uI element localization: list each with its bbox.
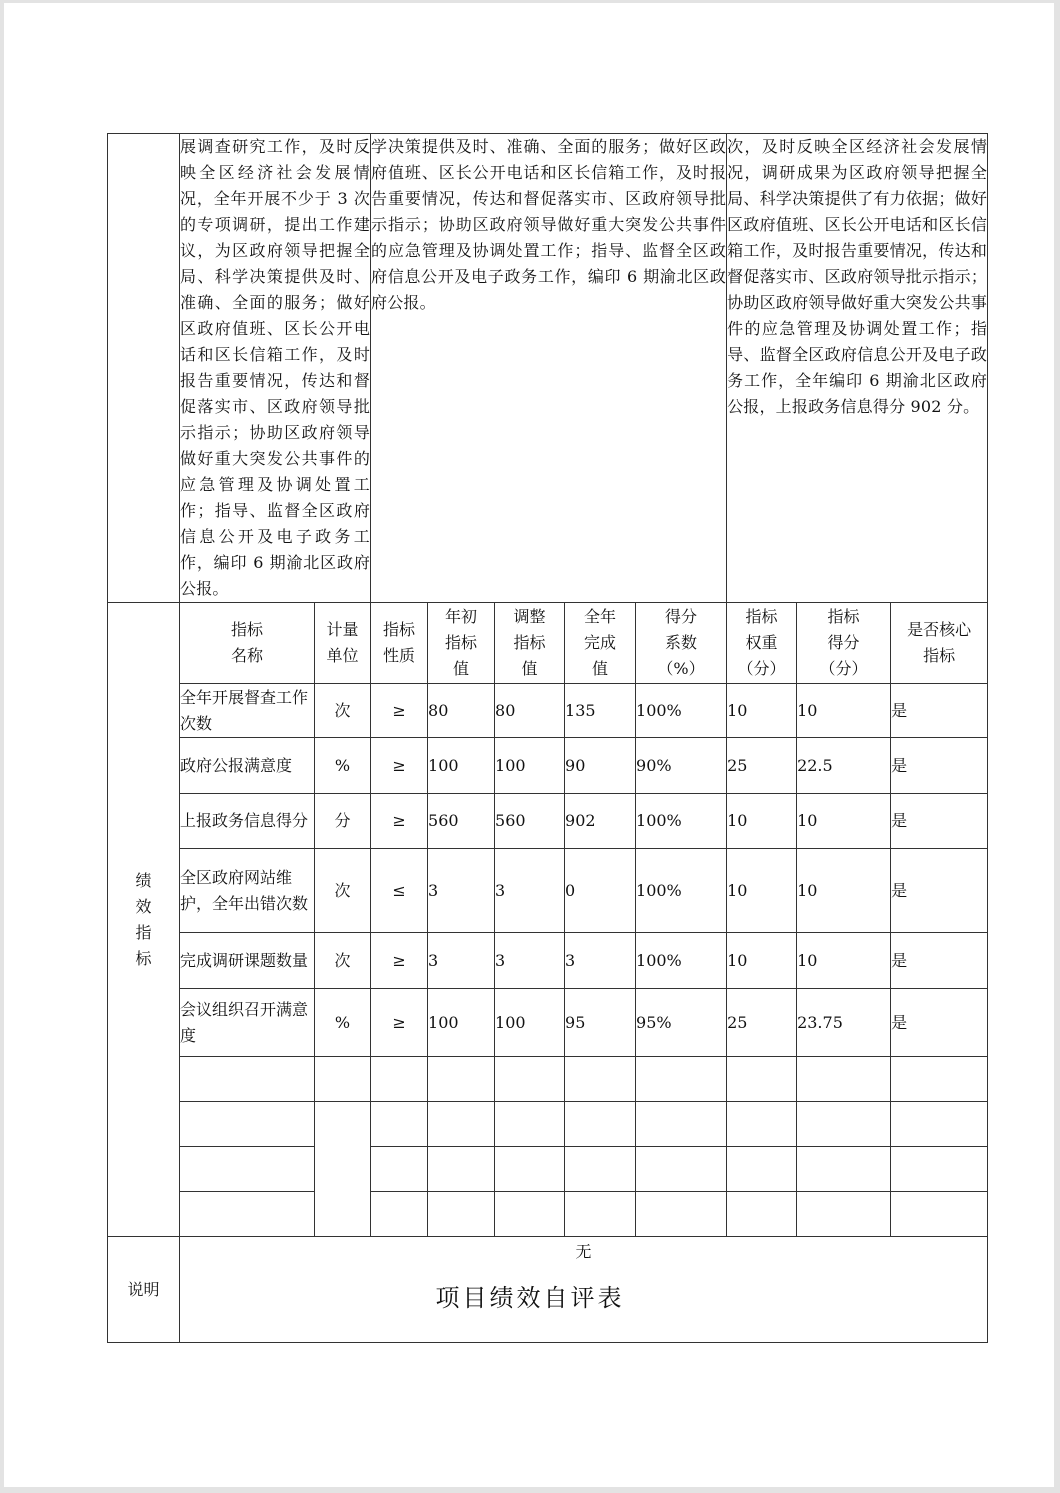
- table-row: [108, 989, 988, 1057]
- empty-cell: [428, 1192, 495, 1237]
- actual-value: 95: [565, 989, 636, 1057]
- empty-cell: [180, 1102, 315, 1147]
- indicator-weight: 10: [727, 933, 797, 989]
- is-core: 是: [891, 794, 988, 849]
- empty-cell: [891, 1147, 988, 1192]
- is-core: 是: [891, 738, 988, 794]
- score-coefficient: 100%: [636, 684, 727, 738]
- indicator-score: 23.75: [797, 989, 891, 1057]
- empty-cell: [891, 1192, 988, 1237]
- header-nature: 指标 性质: [371, 603, 428, 684]
- empty-cell: [371, 1102, 428, 1147]
- table-row: [108, 738, 988, 794]
- actual-value: 135: [565, 684, 636, 738]
- header-core: 是否核心 指标: [891, 603, 988, 684]
- empty-cell: [371, 1147, 428, 1192]
- header-name: 指标 名称: [180, 603, 315, 684]
- empty-cell: [428, 1147, 495, 1192]
- empty-cell: [495, 1192, 565, 1237]
- empty-cell: [727, 1192, 797, 1237]
- goal-text-col1: 展调查研究工作，及时反映全区经济社会发展情况，全年开展不少于 3 次的专项调研，提出工作建议，为区政府领导把握全局、科学决策提供及时、准确、全面的服务；做好区政府值班、区长公开电话和区长信箱工作，及时报告重要情况，传达和督促落实市、区政府领导批示指示；协助区政府领导做好重大突发公共事件的应急管理及协调处置工作；指导、监督全区政府信息公开及电子政务工作，编印 6 期渝北区政府公报。: [180, 134, 371, 603]
- score-coefficient: 100%: [636, 794, 727, 849]
- indicator-nature: ≤: [371, 849, 428, 933]
- indicator-unit: %: [315, 989, 371, 1057]
- initial-value: 100: [428, 738, 495, 794]
- header-row: [108, 603, 988, 684]
- goals-row: [108, 134, 988, 603]
- empty-row: [108, 1102, 988, 1147]
- indicator-nature: ≥: [371, 738, 428, 794]
- adjusted-value: 80: [495, 684, 565, 738]
- indicator-score: 10: [797, 684, 891, 738]
- page-caption: 项目绩效自评表: [435, 1284, 625, 1312]
- header-initial: 年初 指标 值: [428, 603, 495, 684]
- indicator-unit: 次: [315, 849, 371, 933]
- empty-cell: [636, 1147, 727, 1192]
- indicator-unit: 分: [315, 794, 371, 849]
- indicator-nature: ≥: [371, 933, 428, 989]
- empty-cell: [636, 1102, 727, 1147]
- empty-cell: [797, 1192, 891, 1237]
- empty-row: [108, 1147, 988, 1192]
- indicator-unit: 次: [315, 684, 371, 738]
- is-core: 是: [891, 684, 988, 738]
- empty-cell: [565, 1192, 636, 1237]
- indicator-unit: 次: [315, 933, 371, 989]
- empty-cell: [180, 1057, 315, 1102]
- empty-cell: [727, 1102, 797, 1147]
- adjusted-value: 3: [495, 933, 565, 989]
- empty-cell: [565, 1147, 636, 1192]
- note-label: 说明: [108, 1237, 180, 1343]
- initial-value: 560: [428, 794, 495, 849]
- table-row: [108, 794, 988, 849]
- empty-cell: [727, 1147, 797, 1192]
- empty-cell: [315, 1057, 371, 1102]
- indicator-name: 完成调研课题数量: [180, 933, 315, 989]
- performance-table: [107, 133, 988, 1343]
- actual-value: 3: [565, 933, 636, 989]
- empty-cell: [180, 1147, 315, 1192]
- header-coef: 得分 系数 （%）: [636, 603, 727, 684]
- indicator-score: 10: [797, 794, 891, 849]
- empty-cell: [371, 1057, 428, 1102]
- indicator-weight: 10: [727, 684, 797, 738]
- indicator-name: 全年开展督查工作次数: [180, 684, 315, 738]
- score-coefficient: 95%: [636, 989, 727, 1057]
- adjusted-value: 100: [495, 738, 565, 794]
- indicator-name: 上报政务信息得分: [180, 794, 315, 849]
- adjusted-value: 3: [495, 849, 565, 933]
- score-coefficient: 90%: [636, 738, 727, 794]
- empty-cell: [180, 1192, 315, 1237]
- empty-cell: [428, 1057, 495, 1102]
- empty-cell: [636, 1192, 727, 1237]
- empty-cell: [636, 1057, 727, 1102]
- header-actual: 全年 完成 值: [565, 603, 636, 684]
- empty-cell: [565, 1057, 636, 1102]
- indicator-name: 政府公报满意度: [180, 738, 315, 794]
- empty-row: [108, 1057, 988, 1102]
- indicator-nature: ≥: [371, 684, 428, 738]
- indicator-score: 10: [797, 933, 891, 989]
- header-unit: 计量 单位: [315, 603, 371, 684]
- indicator-nature: ≥: [371, 989, 428, 1057]
- empty-cell: [891, 1102, 988, 1147]
- is-core: 是: [891, 989, 988, 1057]
- empty-cell: [315, 1102, 371, 1237]
- table-row: [108, 849, 988, 933]
- empty-cell: [891, 1057, 988, 1102]
- empty-cell: [797, 1057, 891, 1102]
- indicator-name: 会议组织召开满意度: [180, 989, 315, 1057]
- empty-cell: [495, 1147, 565, 1192]
- note-value: 无: [180, 1237, 988, 1343]
- indicator-weight: 25: [727, 989, 797, 1057]
- empty-cell: [428, 1102, 495, 1147]
- goal-text-col3: 次，及时反映全区经济社会发展情况，调研成果为区政府领导把握全局、科学决策提供了有力依据；做好区政府值班、区长公开电话和区长信箱工作，及时报告重要情况，传达和督促落实市、区政府领导批示指示；协助区政府领导做好重大突发公共事件的应急管理及协调处置工作；指导、监督全区政府信息公开及电子政务工作，全年编印 6 期渝北区政府公报，上报政务信息得分 902 分。: [727, 134, 988, 603]
- empty-cell: [565, 1102, 636, 1147]
- indicator-weight: 10: [727, 849, 797, 933]
- header-score: 指标 得分 （分）: [797, 603, 891, 684]
- is-core: 是: [891, 849, 988, 933]
- goals-label-cell: [108, 134, 180, 603]
- actual-value: 0: [565, 849, 636, 933]
- actual-value: 90: [565, 738, 636, 794]
- empty-cell: [371, 1192, 428, 1237]
- empty-cell: [495, 1102, 565, 1147]
- actual-value: 902: [565, 794, 636, 849]
- empty-row: [108, 1192, 988, 1237]
- indicator-score: 22.5: [797, 738, 891, 794]
- header-weight: 指标 权重 （分）: [727, 603, 797, 684]
- initial-value: 3: [428, 849, 495, 933]
- indicator-score: 10: [797, 849, 891, 933]
- empty-cell: [727, 1057, 797, 1102]
- initial-value: 80: [428, 684, 495, 738]
- adjusted-value: 560: [495, 794, 565, 849]
- indicator-unit: %: [315, 738, 371, 794]
- section-label-performance: 绩 效 指 标: [108, 603, 180, 1237]
- goal-text-col2: 学决策提供及时、准确、全面的服务；做好区政府值班、区长公开电话和区长信箱工作，及时报告重要情况，传达和督促落实市、区政府领导批示指示；协助区政府领导做好重大突发公共事件的应急管理及协调处置工作；指导、监督全区政府信息公开及电子政务工作，编印 6 期渝北区政府公报。: [371, 134, 727, 603]
- empty-cell: [495, 1057, 565, 1102]
- header-adjusted: 调整 指标 值: [495, 603, 565, 684]
- is-core: 是: [891, 933, 988, 989]
- initial-value: 3: [428, 933, 495, 989]
- empty-cell: [797, 1147, 891, 1192]
- initial-value: 100: [428, 989, 495, 1057]
- adjusted-value: 100: [495, 989, 565, 1057]
- indicator-nature: ≥: [371, 794, 428, 849]
- table-row: [108, 684, 988, 738]
- score-coefficient: 100%: [636, 933, 727, 989]
- indicator-name: 全区政府网站维护，全年出错次数: [180, 849, 315, 933]
- indicator-weight: 25: [727, 738, 797, 794]
- table-row: [108, 933, 988, 989]
- score-coefficient: 100%: [636, 849, 727, 933]
- empty-cell: [797, 1102, 891, 1147]
- indicator-weight: 10: [727, 794, 797, 849]
